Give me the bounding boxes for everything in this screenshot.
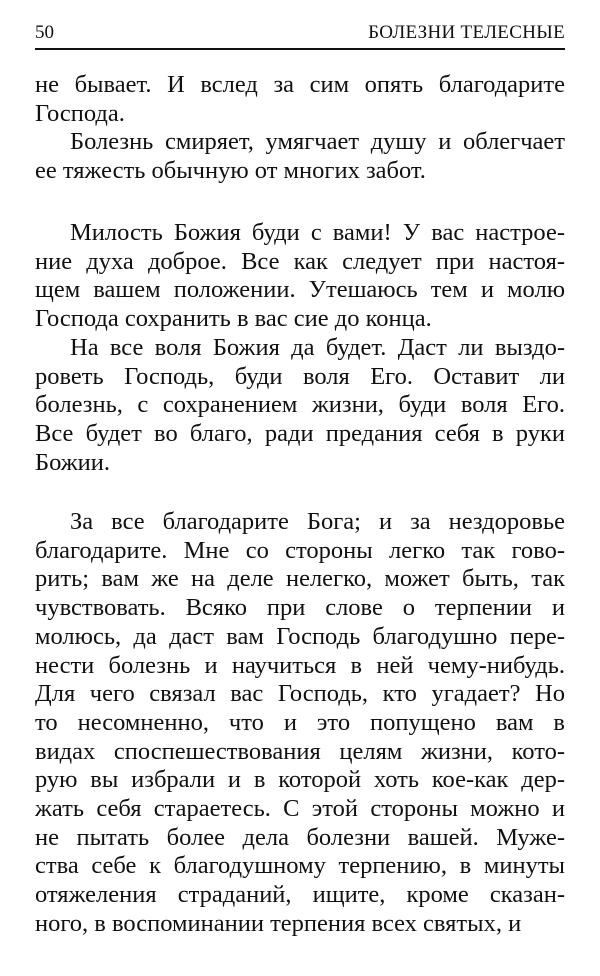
- text-line: Божии.: [35, 448, 110, 476]
- text-line: Господа.: [35, 99, 125, 127]
- page-number: 50: [35, 22, 54, 43]
- text-line: Для чего связал вас Господь, кто угадает? Но: [35, 680, 565, 708]
- text-line: На все воля Божия да будет. Даст ли выздо-: [70, 333, 565, 361]
- text-line: благодарите. Мне со стороны легко так гово-: [35, 536, 565, 564]
- text-line: Болезнь смиряет, умягчает душу и облегчает: [70, 128, 565, 156]
- text-line: роветь Господь, буди воля Его. Оставит ли: [35, 362, 565, 390]
- text-line: чувствовать. Всяко при слове о терпении и: [35, 594, 565, 622]
- text-line: не пытать более дела болезни вашей. Муже-: [35, 823, 565, 851]
- text-line: рую вы избрали и в которой хоть кое-как дер-: [35, 766, 565, 794]
- text-line: Господа сохранить в вас сие до конца.: [35, 305, 432, 333]
- text-line: ного, в воспоминании терпения всех святых, и: [35, 909, 522, 937]
- text-line: ства себе к благодушному терпению, в минуты: [35, 852, 565, 880]
- text-line: рить; вам же на деле нелегко, может быть, так: [35, 565, 565, 593]
- text-line: то несомненно, что и это попущено вам в: [35, 708, 565, 736]
- text-line: болезнь, с сохранением жизни, буди воля Его.: [35, 391, 565, 419]
- text-line: не бывает. И вслед за сим опять благодарите: [35, 71, 565, 98]
- text-line: отяжеления страданий, ищите, кроме сказан-: [35, 881, 565, 909]
- text-line: жать себя стараетесь. С этой стороны можно и: [35, 795, 565, 822]
- text-line: нести болезнь и научиться в ней чему-нибудь.: [35, 651, 565, 679]
- text-line: ее тяжесть обычную от многих забот.: [35, 157, 426, 185]
- text-line: Милость Божия буди с вами! У вас настрое-: [70, 219, 565, 246]
- text-line: видах споспешествования целям жизни, кото-: [35, 737, 565, 765]
- text-line: Все будет во благо, ради предания себя в руки: [35, 419, 565, 447]
- header-rule: [35, 48, 565, 50]
- text-line: молюсь, да даст вам Господь благодушно пере-: [35, 622, 565, 650]
- text-line: ние духа доброе. Все как следует при настоя-: [35, 247, 565, 275]
- running-title: БОЛЕЗНИ ТЕЛЕСНЫЕ: [368, 22, 565, 43]
- text-line: щем вашем положении. Утешаюсь тем и молю: [35, 276, 565, 304]
- text-line: За все благодарите Бога; и за нездоровье: [70, 508, 565, 535]
